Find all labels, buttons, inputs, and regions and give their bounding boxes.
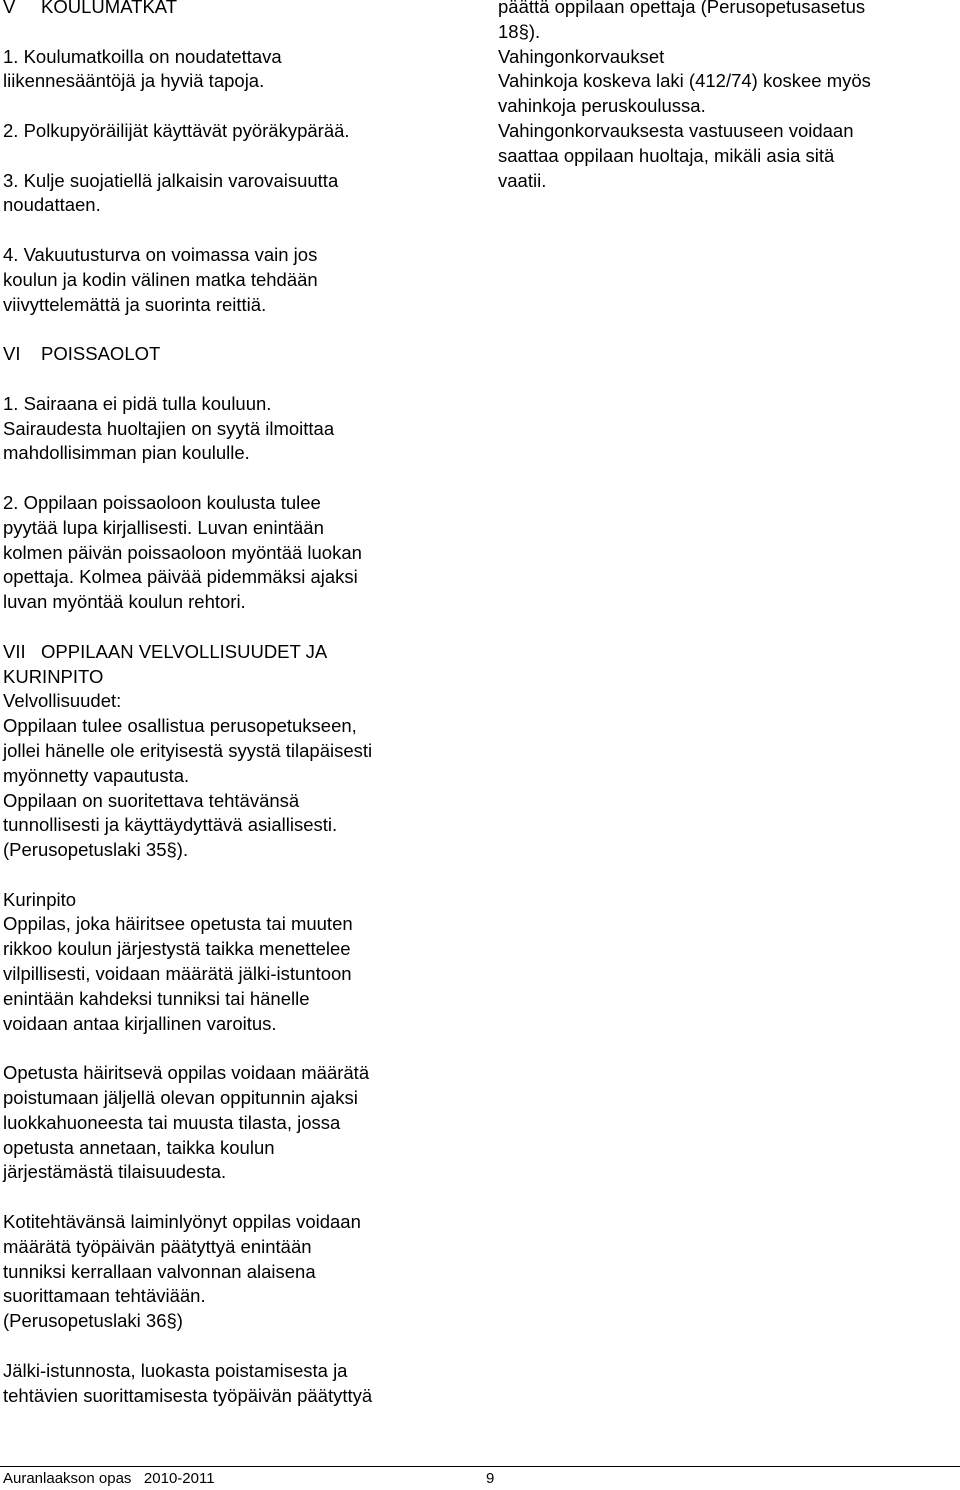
footer-title: Auranlaakson opas 2010-2011 xyxy=(3,1470,215,1487)
paragraph-line: Velvollisuudet: xyxy=(3,690,122,712)
paragraph-line: tunnollisesti ja käyttäydyttävä asiallisesti. xyxy=(3,814,338,836)
paragraph-line: (Perusopetuslaki 35§). xyxy=(3,839,189,861)
section-heading: KURINPITO xyxy=(3,665,104,687)
paragraph-line: (Perusopetuslaki 36§) xyxy=(3,1310,183,1332)
list-item-line: 2. Oppilaan poissaoloon koulusta tulee xyxy=(3,491,321,513)
paragraph-line: tehtävien suorittamisesta työpäivän päätyttyä xyxy=(3,1384,373,1406)
paragraph-line: Jälki-istunnosta, luokasta poistamisesta ja xyxy=(3,1359,348,1381)
paragraph-line: Vahingonkorvauksesta vastuuseen voidaan xyxy=(498,119,854,141)
paragraph-line: jollei hänelle ole erityisestä syystä tilapäisesti xyxy=(3,739,373,761)
paragraph-line: vilpillisesti, voidaan määrätä jälki-istuntoon xyxy=(3,963,352,985)
subheading: Vahingonkorvaukset xyxy=(498,45,665,67)
paragraph-line: voidaan antaa kirjallinen varoitus. xyxy=(3,1012,277,1034)
paragraph-line: myönnetty vapautusta. xyxy=(3,764,190,786)
list-item-line: 2. Polkupyöräilijät käyttävät pyöräkypärää. xyxy=(3,119,350,141)
paragraph-line: 18§). xyxy=(498,20,541,42)
list-item-line: 1. Koulumatkoilla on noudatettava xyxy=(3,45,282,67)
list-item-line: 1. Sairaana ei pidä tulla kouluun. xyxy=(3,392,272,414)
list-item-line: kolmen päivän poissaoloon myöntää luokan xyxy=(3,541,362,563)
left-column xyxy=(3,0,473,1408)
paragraph-line: rikkoo koulun järjestystä taikka menettelee xyxy=(3,938,351,960)
list-item-line: opettaja. Kolmea päivää pidemmäksi ajaksi xyxy=(3,566,358,588)
paragraph-line: päättä oppilaan opettaja (Perusopetusasetus xyxy=(498,0,866,17)
paragraph-line: Kurinpito xyxy=(3,888,77,910)
paragraph-line: luokkahuoneesta tai muusta tilasta, jossa xyxy=(3,1111,341,1133)
list-item-line: liikennesääntöjä ja hyviä tapoja. xyxy=(3,70,265,92)
paragraph-line: määrätä työpäivän päätyttyä enintään xyxy=(3,1235,312,1257)
paragraph-line: tunniksi kerrallaan valvonnan alaisena xyxy=(3,1260,316,1282)
paragraph-line: Oppilas, joka häiritsee opetusta tai muuten xyxy=(3,913,353,935)
list-item-line: viivyttelemättä ja suorinta reittiä. xyxy=(3,293,267,315)
paragraph-line: Vahinkoja koskeva laki (412/74) koskee myös xyxy=(498,70,871,92)
paragraph-line: enintään kahdeksi tunniksi tai hänelle xyxy=(3,987,310,1009)
list-item-line: 4. Vakuutusturva on voimassa vain jos xyxy=(3,243,318,265)
paragraph-line: suorittamaan tehtäviään. xyxy=(3,1285,206,1307)
list-item-line: 3. Kulje suojatiellä jalkaisin varovaisuutta xyxy=(3,169,339,191)
section-heading: VII OPPILAAN VELVOLLISUUDET JA xyxy=(3,640,328,662)
paragraph-line: Oppilaan on suoritettava tehtävänsä xyxy=(3,789,300,811)
section-heading: VI POISSAOLOT xyxy=(3,343,161,365)
page-number: 9 xyxy=(486,1470,495,1487)
section-heading: V KOULUMATKAT xyxy=(3,0,178,17)
paragraph-line: järjestämästä tilaisuudesta. xyxy=(3,1161,227,1183)
list-item-line: mahdollisimman pian koululle. xyxy=(3,442,250,464)
section-velvollisuudet-kurinpito xyxy=(3,640,473,1409)
list-item-line: noudattaen. xyxy=(3,194,101,216)
paragraph-line: opetusta annetaan, taikka koulun xyxy=(3,1136,275,1158)
paragraph-line: Opetusta häiritsevä oppilas voidaan määrätä xyxy=(3,1062,370,1084)
list-item-line: pyytää lupa kirjallisesti. Luvan enintään xyxy=(3,516,324,538)
section-koulumatkat xyxy=(3,0,473,317)
section-poissaolot xyxy=(3,342,473,615)
list-item-line: Sairaudesta huoltajien on syytä ilmoittaa xyxy=(3,417,335,439)
paragraph-line: vahinkoja peruskoulussa. xyxy=(498,95,706,117)
footer-divider xyxy=(0,1466,960,1467)
right-column xyxy=(498,0,948,193)
paragraph-line: saattaa oppilaan huoltaja, mikäli asia sitä xyxy=(498,144,835,166)
paragraph-line: Oppilaan tulee osallistua perusopetukseen, xyxy=(3,715,357,737)
paragraph-line: poistumaan jäljellä olevan oppitunnin ajaksi xyxy=(3,1087,358,1109)
paragraph-line: Kotitehtävänsä laiminlyönyt oppilas voidaan xyxy=(3,1211,361,1233)
list-item-line: luvan myöntää koulun rehtori. xyxy=(3,591,246,613)
paragraph-line: vaatii. xyxy=(498,169,547,191)
list-item-line: koulun ja kodin välinen matka tehdään xyxy=(3,268,318,290)
